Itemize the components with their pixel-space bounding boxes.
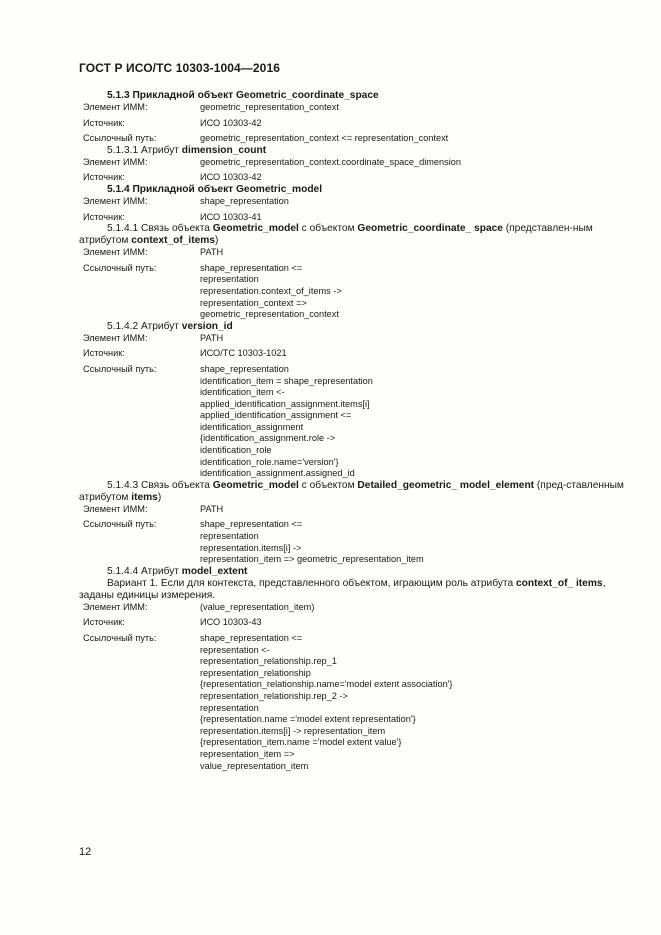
- field-values: [200, 157, 624, 169]
- field-label: Ссылочный путь:: [83, 133, 157, 144]
- field-value-line: ИСО 10303-43: [200, 617, 262, 628]
- field-value-line: identification_item = shape_representation: [200, 375, 373, 386]
- field-row: [79, 333, 624, 345]
- field-value-line: ИСО 10303-42: [200, 172, 262, 183]
- field-row: [79, 617, 624, 629]
- field-value-line: {representation_relationship.name='model extent association'}: [200, 679, 453, 690]
- field-value-line: applied_identification_assignment <=: [200, 410, 352, 421]
- field-value-line: representation_relationship.rep_2 ->: [200, 690, 348, 701]
- field-value-line: shape_representation: [200, 195, 289, 206]
- field-row: [79, 247, 624, 259]
- field-value-line: representation.context_of_items ->: [200, 285, 342, 296]
- field-value-line: representation.items[i] ->: [200, 542, 302, 553]
- field-value-line: PATH: [200, 332, 224, 343]
- field-table: [79, 504, 624, 566]
- field-value-line: ИСО 10303-42: [200, 117, 262, 128]
- field-label: Источник:: [83, 172, 125, 183]
- section-heading: 5.1.3 Прикладной объект Geometric_coordinate_space: [107, 90, 379, 101]
- field-value-line: {representation_item.name ='model extent value'}: [200, 737, 402, 748]
- field-row: [79, 364, 624, 480]
- field-label: Элемент ИММ:: [83, 247, 148, 258]
- field-value-line: identification_role.name='version'}: [200, 456, 339, 467]
- field-row: [79, 212, 624, 224]
- field-value-line: representation_relationship: [200, 667, 311, 678]
- field-values: [200, 247, 624, 259]
- field-value-line: geometric_representation_context <= representation_context: [200, 133, 449, 144]
- field-row: [79, 102, 624, 114]
- field-values: [200, 333, 624, 345]
- field-value-line: shape_representation <=: [200, 633, 303, 643]
- field-value-line: identification_item <-: [200, 387, 285, 398]
- field-values: [200, 118, 624, 130]
- field-value-line: representation_item => geometric_representation_item: [200, 554, 424, 565]
- field-values: [200, 263, 624, 321]
- field-values: [200, 212, 624, 224]
- field-value-line: representation_item =>: [200, 748, 295, 759]
- field-value-line: representation_context =>: [200, 297, 307, 308]
- field-values: [200, 519, 624, 565]
- field-row: [79, 519, 624, 565]
- field-label: Источник:: [83, 617, 125, 628]
- page-content: [79, 90, 624, 772]
- field-label: Элемент ИММ:: [83, 195, 148, 206]
- field-value-line: ИСО/ТС 10303-1021: [200, 348, 287, 359]
- field-value-line: geometric_representation_context: [200, 102, 339, 112]
- field-value-line: representation: [200, 531, 259, 542]
- field-values: [200, 172, 624, 184]
- field-label: Источник:: [83, 211, 125, 222]
- field-row: [79, 602, 624, 614]
- page-number: 12: [79, 846, 92, 858]
- field-label: Ссылочный путь:: [83, 363, 157, 374]
- field-table: [79, 247, 624, 321]
- field-value-line: representation_relationship.rep_1: [200, 656, 337, 667]
- field-row: [79, 172, 624, 184]
- field-value-line: {representation.name ='model extent representation'}: [200, 714, 416, 725]
- field-label: Элемент ИММ:: [83, 601, 148, 612]
- field-row: [79, 504, 624, 516]
- field-values: [200, 196, 624, 208]
- field-values: [200, 617, 624, 629]
- field-value-line: representation: [200, 702, 259, 713]
- field-values: [200, 602, 624, 614]
- field-values: [200, 633, 624, 772]
- field-value-line: identification_role: [200, 445, 272, 456]
- field-row: [79, 133, 624, 145]
- field-values: [200, 348, 624, 360]
- field-values: [200, 102, 624, 114]
- field-row: [79, 157, 624, 169]
- field-value-line: {identification_assignment.role ->: [200, 433, 336, 444]
- field-row: [79, 633, 624, 772]
- field-label: Элемент ИММ:: [83, 102, 148, 112]
- field-row: [79, 118, 624, 130]
- field-label: Ссылочный путь:: [83, 633, 157, 643]
- field-value-line: applied_identification_assignment.items[i]: [200, 398, 370, 409]
- field-row: [79, 263, 624, 321]
- field-label: Источник:: [83, 348, 125, 359]
- field-values: [200, 364, 624, 480]
- section-heading: 5.1.4 Прикладной объект Geometric_model: [107, 183, 323, 195]
- section-heading: 5.1.4.2 Атрибут version_id: [107, 320, 233, 332]
- field-label: Элемент ИММ:: [83, 503, 148, 514]
- field-value-line: shape_representation <=: [200, 519, 303, 530]
- field-label: Элемент ИММ:: [83, 156, 148, 167]
- field-label: Ссылочный путь:: [83, 519, 157, 530]
- field-values: [200, 133, 624, 145]
- field-table: [79, 196, 624, 223]
- field-table: [79, 157, 624, 184]
- field-table: [79, 102, 624, 145]
- field-table: [79, 333, 624, 480]
- field-value-line: identification_assignment: [200, 421, 304, 432]
- field-value-line: representation: [200, 274, 259, 285]
- section-paragraph: 5.1.4.1 Связь объекта Geometric_model с объектом Geometric_coordinate_ space (представлен-ным атрибутом context_of_items): [79, 223, 593, 247]
- field-value-line: PATH: [200, 247, 224, 258]
- field-label: Источник:: [83, 117, 125, 128]
- field-value-line: geometric_representation_context: [200, 309, 339, 320]
- field-value-line: ИСО 10303-41: [200, 211, 262, 222]
- field-values: [200, 504, 624, 516]
- field-value-line: identification_assignment.assigned_id: [200, 468, 355, 479]
- field-value-line: PATH: [200, 503, 224, 514]
- field-row: [79, 196, 624, 208]
- variant-paragraph: Вариант 1. Если для контекста, представленного объектом, играющим роль атрибута context_of_ items, заданы единицы измерения.: [79, 577, 606, 601]
- section-paragraph: 5.1.4.3 Связь объекта Geometric_model с объектом Detailed_geometric_ model_element (пред-ставленным атрибутом items): [79, 479, 624, 503]
- field-table: [79, 602, 624, 772]
- field-value-line: shape_representation <=: [200, 262, 303, 273]
- field-value-line: value_representation_item: [200, 760, 309, 771]
- field-label: Ссылочный путь:: [83, 262, 157, 273]
- field-label: Элемент ИММ:: [83, 332, 148, 343]
- page-header: ГОСТ Р ИСО/ТС 10303-1004—2016: [79, 61, 280, 75]
- field-value-line: representation <-: [200, 644, 270, 655]
- field-value-line: representation.items[i] -> representation_item: [200, 725, 386, 736]
- field-value-line: (value_representation_item): [200, 601, 315, 612]
- field-value-line: geometric_representation_context.coordinate_space_dimension: [200, 156, 461, 167]
- field-value-line: shape_representation: [200, 363, 289, 374]
- section-heading: 5.1.3.1 Атрибут dimension_count: [107, 144, 267, 156]
- section-heading: 5.1.4.4 Атрибут model_extent: [107, 565, 248, 577]
- field-row: [79, 348, 624, 360]
